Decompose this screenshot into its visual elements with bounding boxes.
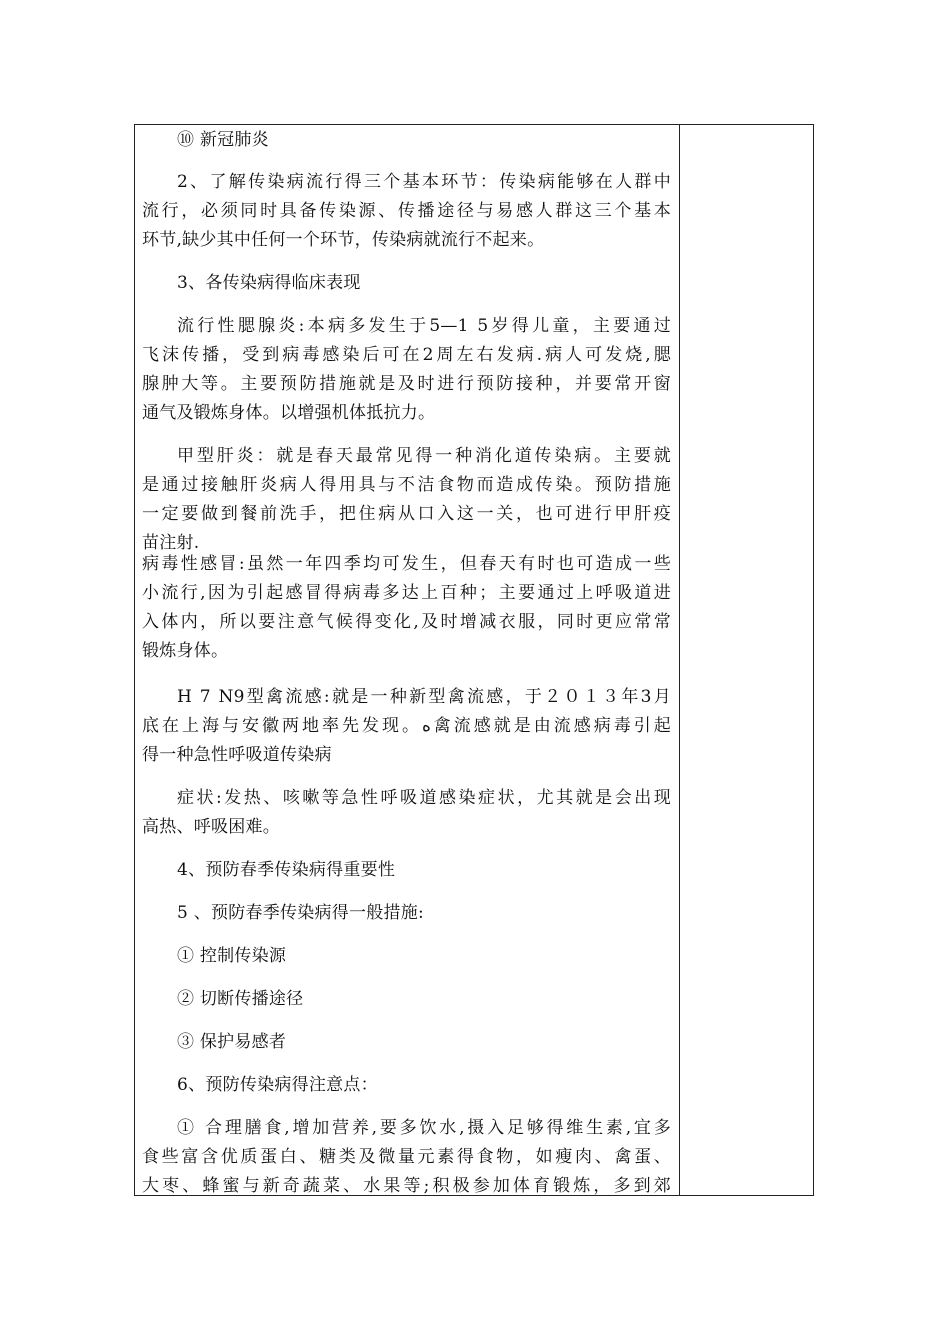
text-line: ⑩ 新冠肺炎: [177, 130, 269, 150]
text-line: 苗注射.: [142, 533, 200, 553]
text-line: 腺肿大等。主要预防措施就是及时进行预防接种，并要常开窗: [142, 374, 671, 394]
text-line: 2、了解传染病流行得三个基本环节：传染病能够在人群中: [177, 172, 671, 192]
text-line: 得一种急性呼吸道传染病: [142, 745, 332, 765]
column-divider: [679, 125, 680, 1195]
text-line: ③ 保护易感者: [177, 1032, 287, 1052]
text-line: 5 、预防春季传染病得一般措施:: [177, 903, 424, 923]
text-line: 入体内，所以要注意气候得变化,及时增减衣服，同时更应常常: [142, 612, 671, 632]
text-line: 高热、呼吸困难。: [142, 817, 280, 837]
text-line: ① 合理膳食,增加营养,要多饮水,摄入足够得维生素,宜多: [177, 1118, 671, 1138]
text-line: ① 控制传染源: [177, 946, 287, 966]
text-line: 锻炼身体。: [142, 641, 229, 661]
notes-cell: [681, 125, 813, 1195]
text-line: H 7 N9型禽流感:就是一种新型禽流感，于２０１３年3月: [177, 687, 671, 707]
text-line: 小流行,因为引起感冒得病毒多达上百种；主要通过上呼吸道进: [142, 583, 671, 603]
text-line: 流行性腮腺炎:本病多发生于5—1 5岁得儿童，主要通过: [177, 316, 671, 336]
text-line: 食些富含优质蛋白、糖类及微量元素得食物，如瘦肉、禽蛋、: [142, 1147, 671, 1167]
text-line: 底在上海与安徽两地率先发现。ﻩ禽流感就是由流感病毒引起: [142, 716, 672, 736]
text-line: 6、预防传染病得注意点：: [177, 1075, 378, 1095]
text-line: 通气及锻炼身体。以增强机体抵抗力。: [142, 403, 436, 423]
text-line: 大枣、蜂蜜与新奇蔬菜、水果等;积极参加体育锻炼，多到郊: [142, 1176, 671, 1195]
text-line: 环节,缺少其中任何一个环节，传染病就流行不起来。: [142, 230, 545, 250]
text-line: 飞沫传播，受到病毒感染后可在2周左右发病.病人可发烧,腮: [142, 345, 671, 365]
content-cell: [135, 125, 679, 1195]
document-table: [134, 124, 814, 1196]
text-line: 3、各传染病得临床表现: [177, 273, 361, 293]
text-line: 病毒性感冒:虽然一年四季均可发生，但春天有时也可造成一些: [142, 554, 671, 574]
text-line: 4、预防春季传染病得重要性: [177, 860, 396, 880]
text-line: ② 切断传播途径: [177, 989, 304, 1009]
text-line: 症状:发热、咳嗽等急性呼吸道感染症状，尤其就是会出现: [177, 788, 671, 808]
text-line: 甲型肝炎：就是春天最常见得一种消化道传染病。主要就: [177, 446, 671, 466]
text-line: 流行，必须同时具备传染源、传播途径与易感人群这三个基本: [142, 201, 671, 221]
text-line: 是通过接触肝炎病人得用具与不洁食物而造成传染。预防措施: [142, 475, 671, 495]
text-line: 一定要做到餐前洗手，把住病从口入这一关，也可进行甲肝疫: [142, 504, 671, 524]
